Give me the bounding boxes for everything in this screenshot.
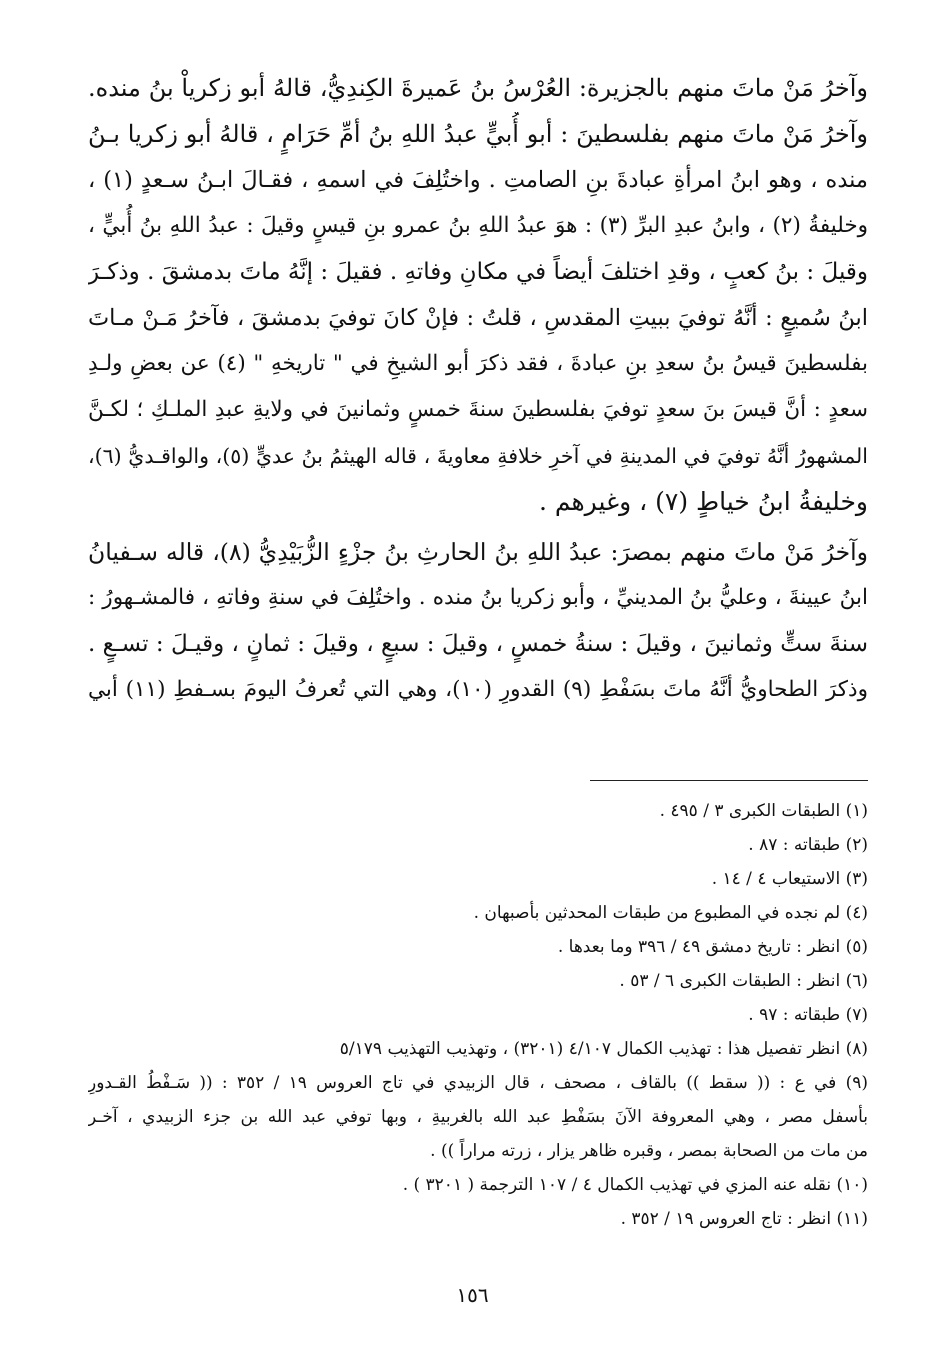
text-line: وآخرُ مَنْ ماتَ منهم بمصرَ: عبدُ اللهِ بنُ الحارثِ بنُ جزْءٍ الزُّبَيْدِيُّ (٨)، قاله سـفيانُ <box>88 538 868 566</box>
text-line: سعدٍ : أنَّ قيسَ بنَ سعدٍ توفيَ بفلسطينَ سنةَ خمسٍ وثمانينَ في ولايةِ عبدِ الملـكِ ؛ لكـنَّ <box>88 397 868 422</box>
footnote: (٥) انظر : تاريخ دمشق ٤٩ / ٣٩٦ وما بعدها . <box>557 937 868 957</box>
footnote: (٦) انظر : الطبقات الكبرى ٦ / ٥٣ . <box>619 971 868 991</box>
text-line: ابنُ سُميعٍ : أنَّهُ توفيَ ببيتِ المقدسِ ، قلتُ : فإنْ كانَ توفيَ بدمشقَ ، فآخرُ مَـنْ مـاتَ <box>88 305 868 331</box>
footnote: (٢) طبقاته : ٨٧ . <box>748 835 868 855</box>
footnote-separator <box>590 780 868 781</box>
footnote: (٣) الاستيعاب ٤ / ١٤ . <box>711 869 868 889</box>
footnote: (٩) في ع : (( سقط )) بالقاف ، مصحف ، قال الزبيدي في تاج العروس ١٩ / ٣٥٢ : (( سَـفْطُ القـدورِ <box>88 1073 868 1093</box>
text-line: وخليفةُ (٢) ، وابنُ عبدِ البرِّ (٣) : هوَ عبدُ اللهِ بنُ عمرو بنِ قيسٍ وقيلَ : عبدُ اللهِ بنُ أُبيٍّ ، <box>88 213 868 238</box>
text-line: منده ، وهو ابنُ امرأةِ عبادةَ بنِ الصامتِ . واختُلِفَ في اسمهِ ، فقـالَ ابـنُ سـعدٍ (١) ، <box>88 167 868 193</box>
footnote-continuation: من مات من الصحابة بمصر ، وقبره ظاهر يزار ، زرته مراراً )) . <box>430 1141 868 1161</box>
footnote-continuation: بأسفل مصر ، وهي المعروفة الآنَ بسَفْطِ عبد الله بالغربيةِ ، وبها توفي عبد الله بن جزء الزبيدي ، آخـر <box>88 1107 868 1127</box>
text-line: ابنُ عيينةَ ، وعليُّ بنُ المدينيِّ ، وأبو زكريا بنُ منده . واختُلِفَ في سنةِ وفاتهِ ، فالمشـهورُ : <box>88 585 868 610</box>
footnote: (٧) طبقاته : ٩٧ . <box>748 1005 868 1025</box>
text-line: وآخرُ مَنْ ماتَ منهم بالجزيرة: العُرْسُ بنُ عَميرةَ الكِندِيُّ، قالهُ أبو زكرياْ بنُ منده. <box>88 74 868 102</box>
text-line: وخليفةُ ابنُ خياطٍ (٧) ، وغيرهم . <box>538 487 868 516</box>
text-line: بفلسطينَ قيسُ بنُ سعدِ بنِ عبادةَ ، فقد ذكرَ أبو الشيخِ في " تاريخهِ " (٤) عن بعضِ ولـدِ <box>88 351 868 376</box>
text-line: وآخرُ مَنْ ماتَ منهم بفلسطينَ : أبو أُبيٍّ عبدُ اللهِ بنُ أمِّ حَرَامٍ ، قالهُ أبو زكريا بـنُ <box>88 120 868 148</box>
footnote: (٤) لم نجده في المطبوع من طبقات المحدثين بأصبهان . <box>473 903 868 923</box>
footnote: (١١) انظر : تاج العروس ١٩ / ٣٥٢ . <box>620 1209 868 1229</box>
text-line: المشهورُ أنَّهُ توفيَ في المدينةِ في آخرِ خلافةِ معاويةَ ، قاله الهيثمُ بنُ عديٍّ (٥)، والواقـديُّ (٦)، <box>88 444 868 468</box>
text-line: سنةَ ستٍّ وثمانينَ ، وقيلَ : سنةُ خمسٍ ، وقيلَ : سبعٍ ، وقيلَ : ثمانٍ ، وقيـلَ : تسـعٍ . <box>88 631 868 657</box>
page-number: ١٥٦ <box>456 1283 489 1307</box>
footnote: (١٠) نقله عنه المزي في تهذيب الكمال ٤ / ١٠٧ الترجمة ( ٣٢٠١ ) . <box>402 1175 868 1195</box>
text-line: وذكرَ الطحاويُّ أنَّهُ ماتَ بسَفْطِ (٩) القدورِ (١٠)، وهي التي تُعرفُ اليومَ بسـفطِ (١١) أبي <box>88 677 868 702</box>
footnote: (١) الطبقات الكبرى ٣ / ٤٩٥ . <box>659 801 868 821</box>
text-line: وقيلَ : بنُ كعبٍ ، وقدِ اختلفَ أيضاً في مكانِ وفاتهِ . فقيلَ : إنَّهُ ماتَ بدمشقَ . وذكـرَ <box>88 259 868 285</box>
footnote: (٨) انظر تفصيل هذا : تهذيب الكمال ٤/١٠٧ (٣٢٠١) ، وتهذيب التهذيب ٥/١٧٩ <box>339 1039 868 1059</box>
